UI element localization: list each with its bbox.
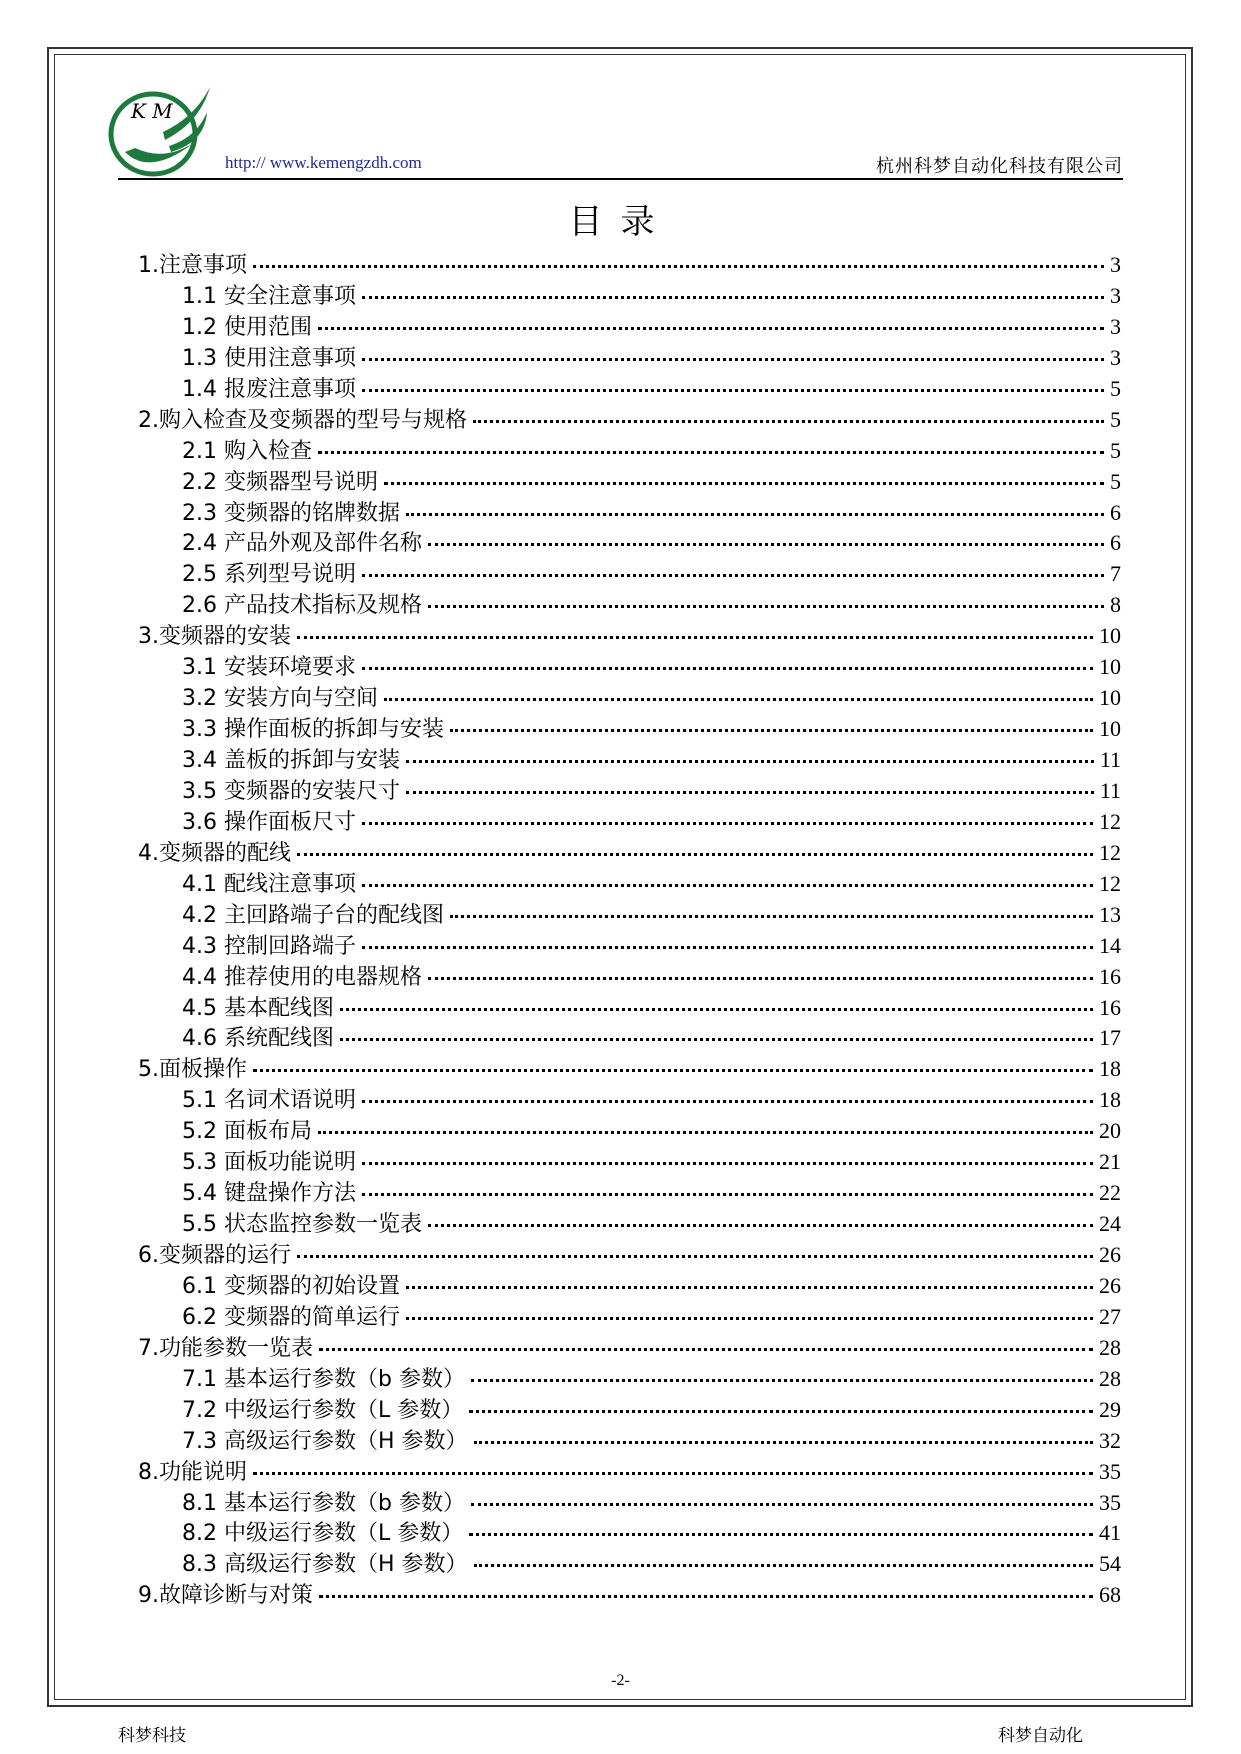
toc-entry[interactable] <box>138 1052 1121 1083</box>
toc-entry-page: 5 <box>1110 375 1121 401</box>
toc-entry-label: 2.2 变频器型号说明 <box>182 469 378 495</box>
toc-entry-label: 8.1 基本运行参数（b 参数） <box>182 1490 465 1516</box>
toc-entry-page: 10 <box>1099 685 1121 711</box>
toc-dot-leader <box>297 1255 1093 1258</box>
toc-dot-leader <box>473 420 1104 423</box>
toc-entry[interactable] <box>138 774 1121 805</box>
toc-dot-leader <box>362 574 1104 577</box>
toc-entry[interactable] <box>138 1021 1121 1052</box>
toc-entry[interactable] <box>138 557 1121 588</box>
toc-dot-leader <box>471 1379 1093 1382</box>
toc-entry-label: 3.4 盖板的拆卸与安装 <box>182 748 400 773</box>
toc-entry-label: 4.3 控制回路端子 <box>182 933 356 959</box>
page-number: -2- <box>611 1672 630 1689</box>
toc-entry-page: 18 <box>1099 1056 1121 1082</box>
toc-entry-label: 1.注意事项 <box>138 253 247 278</box>
toc-entry-label: 1.1 安全注意事项 <box>182 283 356 309</box>
toc-entry-page: 32 <box>1099 1427 1121 1453</box>
toc-entry-page: 3 <box>1110 344 1121 370</box>
toc-entry-page: 10 <box>1099 654 1121 680</box>
toc-dot-leader <box>428 977 1093 980</box>
toc-entry-label: 2.4 产品外观及部件名称 <box>182 531 422 557</box>
toc-entry[interactable] <box>138 1486 1121 1517</box>
toc-entry-label: 2.购入检查及变频器的型号与规格 <box>138 407 467 433</box>
toc-entry-label: 2.1 购入检查 <box>182 438 312 464</box>
toc-entry[interactable] <box>138 372 1121 403</box>
toc-entry-page: 3 <box>1110 282 1121 308</box>
toc-entry-label: 6.2 变频器的简单运行 <box>182 1304 400 1330</box>
toc-entry-page: 16 <box>1099 963 1121 989</box>
toc-entry-page: 26 <box>1099 1242 1121 1267</box>
toc-entry-label: 4.4 推荐使用的电器规格 <box>182 964 422 990</box>
toc-dot-leader <box>450 915 1093 918</box>
toc-entry[interactable] <box>138 1300 1121 1331</box>
toc-entry-label: 8.2 中级运行参数（L 参数） <box>182 1521 464 1547</box>
toc-entry-page: 27 <box>1099 1303 1121 1329</box>
toc-dot-leader <box>384 482 1104 485</box>
toc-entry-page: 26 <box>1099 1272 1121 1298</box>
toc-entry-page: 17 <box>1099 1025 1121 1051</box>
toc-entry-page: 35 <box>1099 1458 1121 1484</box>
header-rule <box>118 178 1123 180</box>
toc-dot-leader <box>469 1533 1093 1536</box>
toc-entry[interactable] <box>138 310 1121 341</box>
toc-entry-page: 29 <box>1099 1396 1121 1422</box>
toc-entry[interactable] <box>138 1145 1121 1176</box>
toc-dot-leader <box>428 543 1104 546</box>
toc-dot-leader <box>384 698 1093 701</box>
toc-entry[interactable] <box>138 588 1121 619</box>
toc-entry-label: 2.5 系列型号说明 <box>182 562 356 588</box>
toc-dot-leader <box>362 822 1093 825</box>
toc-dot-leader <box>297 853 1093 856</box>
toc-entry[interactable] <box>138 248 1121 279</box>
toc-entry-label: 7.2 中级运行参数（L 参数） <box>182 1397 464 1423</box>
toc-entry[interactable] <box>138 1331 1121 1362</box>
toc-entry-label: 2.6 产品技术指标及规格 <box>182 593 422 619</box>
toc-entry-label: 8.功能说明 <box>138 1459 247 1485</box>
toc-entry[interactable] <box>138 1269 1121 1300</box>
toc-entry-page: 6 <box>1110 499 1121 525</box>
toc-entry-page: 28 <box>1099 1365 1121 1391</box>
toc-entry-page: 11 <box>1099 777 1121 803</box>
toc-dot-leader <box>253 1472 1093 1475</box>
toc-entry[interactable] <box>138 496 1121 527</box>
toc-entry-page: 7 <box>1110 561 1121 587</box>
toc-dot-leader <box>406 791 1094 794</box>
table-of-contents <box>138 248 1121 1609</box>
toc-entry-page: 12 <box>1099 839 1121 865</box>
toc-entry-page: 10 <box>1099 623 1121 649</box>
toc-dot-leader <box>406 513 1104 516</box>
toc-entry[interactable] <box>138 1547 1121 1578</box>
toc-entry-label: 3.5 变频器的安装尺寸 <box>182 778 400 804</box>
footer-right: 科梦自动化 <box>998 1726 1083 1746</box>
company-name: 杭州科梦自动化科技有限公司 <box>876 156 1123 177</box>
toc-entry-page: 3 <box>1110 252 1121 277</box>
toc-entry-page: 41 <box>1099 1520 1121 1546</box>
toc-entry-page: 18 <box>1099 1087 1121 1113</box>
toc-entry[interactable] <box>138 836 1121 867</box>
toc-entry-label: 8.3 高级运行参数（H 参数） <box>182 1552 468 1578</box>
toc-entry[interactable] <box>138 1083 1121 1114</box>
toc-entry-label: 1.2 使用范围 <box>182 314 312 340</box>
toc-entry-label: 5.3 面板功能说明 <box>182 1150 356 1176</box>
toc-entry-label: 7.3 高级运行参数（H 参数） <box>182 1428 468 1454</box>
toc-dot-leader <box>406 1286 1093 1289</box>
toc-entry[interactable] <box>138 1424 1121 1455</box>
toc-entry-page: 11 <box>1099 747 1121 772</box>
toc-entry-page: 13 <box>1099 901 1121 927</box>
toc-entry-label: 5.5 状态监控参数一览表 <box>182 1212 422 1238</box>
toc-entry-label: 3.6 操作面板尺寸 <box>182 809 356 835</box>
toc-entry-page: 22 <box>1099 1180 1121 1206</box>
toc-entry-page: 3 <box>1110 313 1121 339</box>
toc-dot-leader <box>340 1008 1093 1011</box>
toc-dot-leader <box>471 1503 1093 1506</box>
page-title: 目录 <box>568 202 673 242</box>
toc-entry[interactable] <box>138 867 1121 898</box>
toc-entry-page: 5 <box>1110 437 1121 463</box>
toc-entry-label: 5.2 面板布局 <box>182 1119 312 1145</box>
toc-dot-leader <box>362 1162 1093 1165</box>
toc-dot-leader <box>474 1564 1093 1567</box>
toc-dot-leader <box>428 605 1104 608</box>
toc-dot-leader <box>319 1348 1093 1351</box>
toc-entry[interactable] <box>138 465 1121 496</box>
company-logo <box>105 82 215 180</box>
toc-entry-page: 54 <box>1099 1551 1121 1577</box>
toc-entry-page: 20 <box>1099 1118 1121 1144</box>
toc-dot-leader <box>428 1224 1093 1227</box>
toc-dot-leader <box>406 1317 1093 1320</box>
toc-entry-page: 28 <box>1099 1334 1121 1360</box>
footer-left: 科梦科技 <box>118 1726 186 1746</box>
toc-entry[interactable] <box>138 1516 1121 1547</box>
toc-entry-label: 6.1 变频器的初始设置 <box>182 1273 400 1299</box>
toc-dot-leader <box>362 1193 1093 1196</box>
logo-text: K M <box>131 99 173 123</box>
toc-entry-page: 5 <box>1110 468 1121 494</box>
toc-entry-label: 3.3 操作面板的拆卸与安装 <box>182 717 444 743</box>
toc-entry[interactable] <box>138 898 1121 929</box>
toc-entry-label: 5.4 键盘操作方法 <box>182 1181 356 1207</box>
website-url[interactable]: http:// www.kemengzdh.com <box>225 153 422 172</box>
toc-entry-label: 4.5 基本配线图 <box>182 995 334 1021</box>
toc-entry-label: 7.功能参数一览表 <box>138 1335 313 1361</box>
toc-entry-page: 5 <box>1110 406 1121 432</box>
toc-dot-leader <box>406 760 1094 763</box>
toc-entry[interactable] <box>138 526 1121 557</box>
toc-entry-label: 4.变频器的配线 <box>138 840 291 866</box>
toc-entry[interactable] <box>138 1393 1121 1424</box>
toc-entry-label: 7.1 基本运行参数（b 参数） <box>182 1366 465 1392</box>
toc-entry-page: 12 <box>1099 870 1121 896</box>
toc-dot-leader <box>253 265 1104 268</box>
toc-dot-leader <box>362 1100 1093 1103</box>
toc-entry[interactable] <box>138 650 1121 681</box>
toc-dot-leader <box>450 729 1093 732</box>
toc-dot-leader <box>362 389 1104 392</box>
toc-entry-page: 6 <box>1110 530 1121 556</box>
toc-entry[interactable] <box>138 991 1121 1022</box>
toc-entry-label: 1.3 使用注意事项 <box>182 345 356 371</box>
toc-entry-label: 5.1 名词术语说明 <box>182 1088 356 1114</box>
toc-dot-leader <box>362 884 1093 887</box>
toc-dot-leader <box>474 1441 1093 1444</box>
toc-entry-page: 21 <box>1099 1149 1121 1175</box>
toc-entry-label: 9.故障诊断与对策 <box>138 1583 313 1609</box>
toc-entry[interactable] <box>138 960 1121 991</box>
toc-dot-leader <box>362 358 1104 361</box>
toc-entry[interactable] <box>138 619 1121 650</box>
toc-entry[interactable] <box>138 1176 1121 1207</box>
toc-entry-label: 3.2 安装方向与空间 <box>182 686 378 712</box>
toc-entry[interactable] <box>138 403 1121 434</box>
toc-entry-label: 3.1 安装环境要求 <box>182 655 356 681</box>
toc-entry[interactable] <box>138 1455 1121 1486</box>
toc-entry[interactable] <box>138 434 1121 465</box>
toc-entry-label: 4.2 主回路端子台的配线图 <box>182 902 444 928</box>
toc-entry[interactable] <box>138 1114 1121 1145</box>
toc-entry-label: 5.面板操作 <box>138 1057 247 1083</box>
toc-entry-label: 3.变频器的安装 <box>138 624 291 650</box>
toc-entry[interactable] <box>138 1578 1121 1609</box>
toc-entry-page: 24 <box>1099 1211 1121 1237</box>
toc-dot-leader <box>340 1038 1093 1041</box>
toc-entry[interactable] <box>138 1238 1121 1269</box>
toc-entry-page: 8 <box>1110 592 1121 618</box>
toc-entry[interactable] <box>138 929 1121 960</box>
toc-entry-label: 4.1 配线注意事项 <box>182 871 356 897</box>
toc-dot-leader <box>362 667 1093 670</box>
toc-entry[interactable] <box>138 341 1121 372</box>
toc-entry[interactable] <box>138 805 1121 836</box>
toc-entry-page: 68 <box>1099 1582 1121 1608</box>
toc-dot-leader <box>362 946 1093 949</box>
toc-entry[interactable] <box>138 743 1121 774</box>
toc-dot-leader <box>253 1069 1093 1072</box>
toc-entry-page: 35 <box>1099 1489 1121 1515</box>
toc-entry-page: 12 <box>1099 808 1121 834</box>
toc-entry-page: 10 <box>1099 716 1121 742</box>
toc-dot-leader <box>318 1131 1093 1134</box>
toc-entry[interactable] <box>138 1362 1121 1393</box>
toc-dot-leader <box>318 327 1104 330</box>
toc-dot-leader <box>297 636 1093 639</box>
toc-entry-page: 16 <box>1099 994 1121 1020</box>
toc-entry-label: 6.变频器的运行 <box>138 1243 291 1268</box>
toc-entry-label: 2.3 变频器的铭牌数据 <box>182 500 400 526</box>
toc-dot-leader <box>469 1410 1093 1413</box>
toc-entry-page: 14 <box>1099 932 1121 958</box>
toc-entry-label: 4.6 系统配线图 <box>182 1026 334 1052</box>
toc-entry[interactable] <box>138 279 1121 310</box>
toc-entry-label: 1.4 报废注意事项 <box>182 376 356 402</box>
toc-entry[interactable] <box>138 712 1121 743</box>
toc-entry[interactable] <box>138 681 1121 712</box>
toc-dot-leader <box>318 451 1104 454</box>
toc-dot-leader <box>319 1595 1093 1598</box>
toc-dot-leader <box>362 296 1104 299</box>
toc-entry[interactable] <box>138 1207 1121 1238</box>
